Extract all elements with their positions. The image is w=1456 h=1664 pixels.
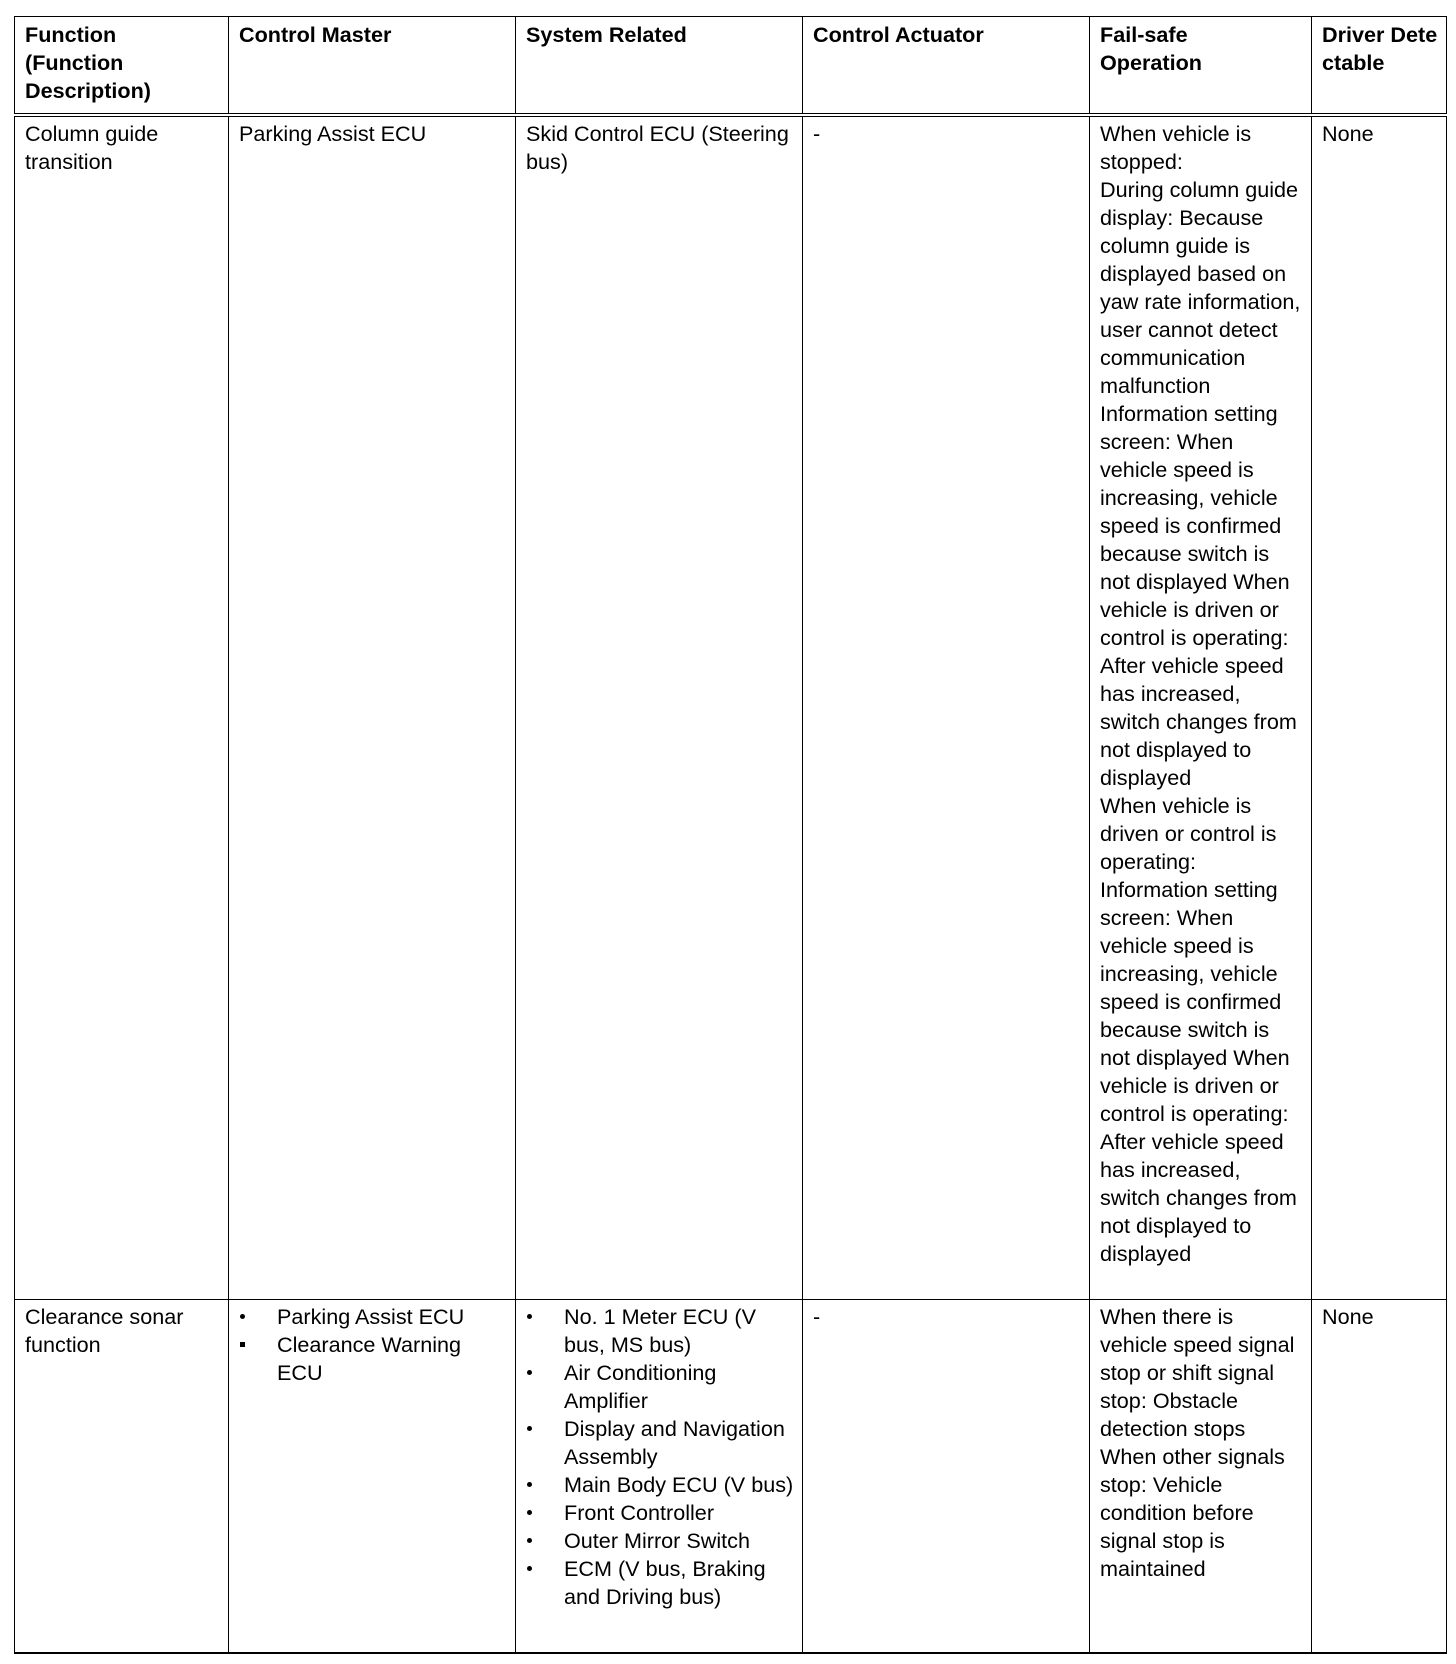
cell-control-actuator: - [803,115,1090,1300]
table-row [15,1300,1447,1654]
table-row [15,115,1447,1300]
table-header-row [15,17,1447,116]
bullet-icon [527,1566,532,1571]
cell-fail-safe [1090,1300,1312,1654]
document-page [14,16,1446,1654]
list-item: Outer Mirror Switch [526,1527,796,1555]
cell-function: Clearance sonar function [15,1300,229,1654]
function-spec-table [14,16,1447,1654]
bullet-icon [240,1314,245,1319]
list-item: No. 1 Meter ECU (V bus, MS bus) [526,1303,796,1359]
cell-driver-detectable: None [1312,1300,1447,1654]
fail-safe-line: Information setting screen: When vehicle speed is increasing, vehicle speed is confirmed because switch is not displayed When vehicle is driven or control is operating: After vehicle speed has increased, switch changes from not displayed to displayed [1100,401,1297,790]
cell-control-master [229,1300,516,1654]
bullet-icon [527,1426,532,1431]
cell-control-actuator: - [803,1300,1090,1654]
fail-safe-line: When other signals stop: Vehicle condition before signal stop is maintained [1100,1444,1285,1581]
bullet-icon [240,1342,245,1347]
cell-driver-detectable: None [1312,115,1447,1300]
fail-safe-line: When vehicle is driven or control is operating: [1100,793,1277,874]
list-item: Air Conditioning Amplifier [526,1359,796,1415]
fail-safe-line: When vehicle is stopped: [1100,121,1252,174]
header-fail-safe: Fail-safe Operation [1090,17,1312,116]
bullet-icon [527,1314,532,1319]
header-system-related: System Related [516,17,803,116]
list-item: Main Body ECU (V bus) [526,1471,796,1499]
list-item: Parking Assist ECU [239,1303,509,1331]
control-master-list [239,1303,509,1387]
fail-safe-line: When there is vehicle speed signal stop or shift signal stop: Obstacle detection stops [1100,1304,1295,1441]
system-related-list [526,1303,796,1611]
fail-safe-line: During column guide display: Because column guide is displayed based on yaw rate information, user cannot detect communication malfunction [1100,177,1301,398]
list-item: Display and Navigation Assembly [526,1415,796,1471]
cell-control-master: Parking Assist ECU [229,115,516,1300]
list-item: Clearance Warning ECU [239,1331,509,1387]
list-item: Front Controller [526,1499,796,1527]
header-function: Function (Function Description) [15,17,229,116]
bullet-icon [527,1482,532,1487]
bullet-icon [527,1370,532,1375]
bullet-icon [527,1538,532,1543]
cell-system-related [516,1300,803,1654]
list-item: ECM (V bus, Braking and Driving bus) [526,1555,796,1611]
cell-system-related: Skid Control ECU (Steering bus) [516,115,803,1300]
header-driver-detectable: Driver Detectable [1312,17,1447,116]
cell-function: Column guide transition [15,115,229,1300]
bullet-icon [527,1510,532,1515]
header-control-master: Control Master [229,17,516,116]
cell-fail-safe [1090,115,1312,1300]
fail-safe-line: Information setting screen: When vehicle speed is increasing, vehicle speed is confirmed because switch is not displayed When vehicle is driven or control is operating: After vehicle speed has increased, switch changes from not displayed to displayed [1100,877,1297,1266]
header-control-actuator: Control Actuator [803,17,1090,116]
